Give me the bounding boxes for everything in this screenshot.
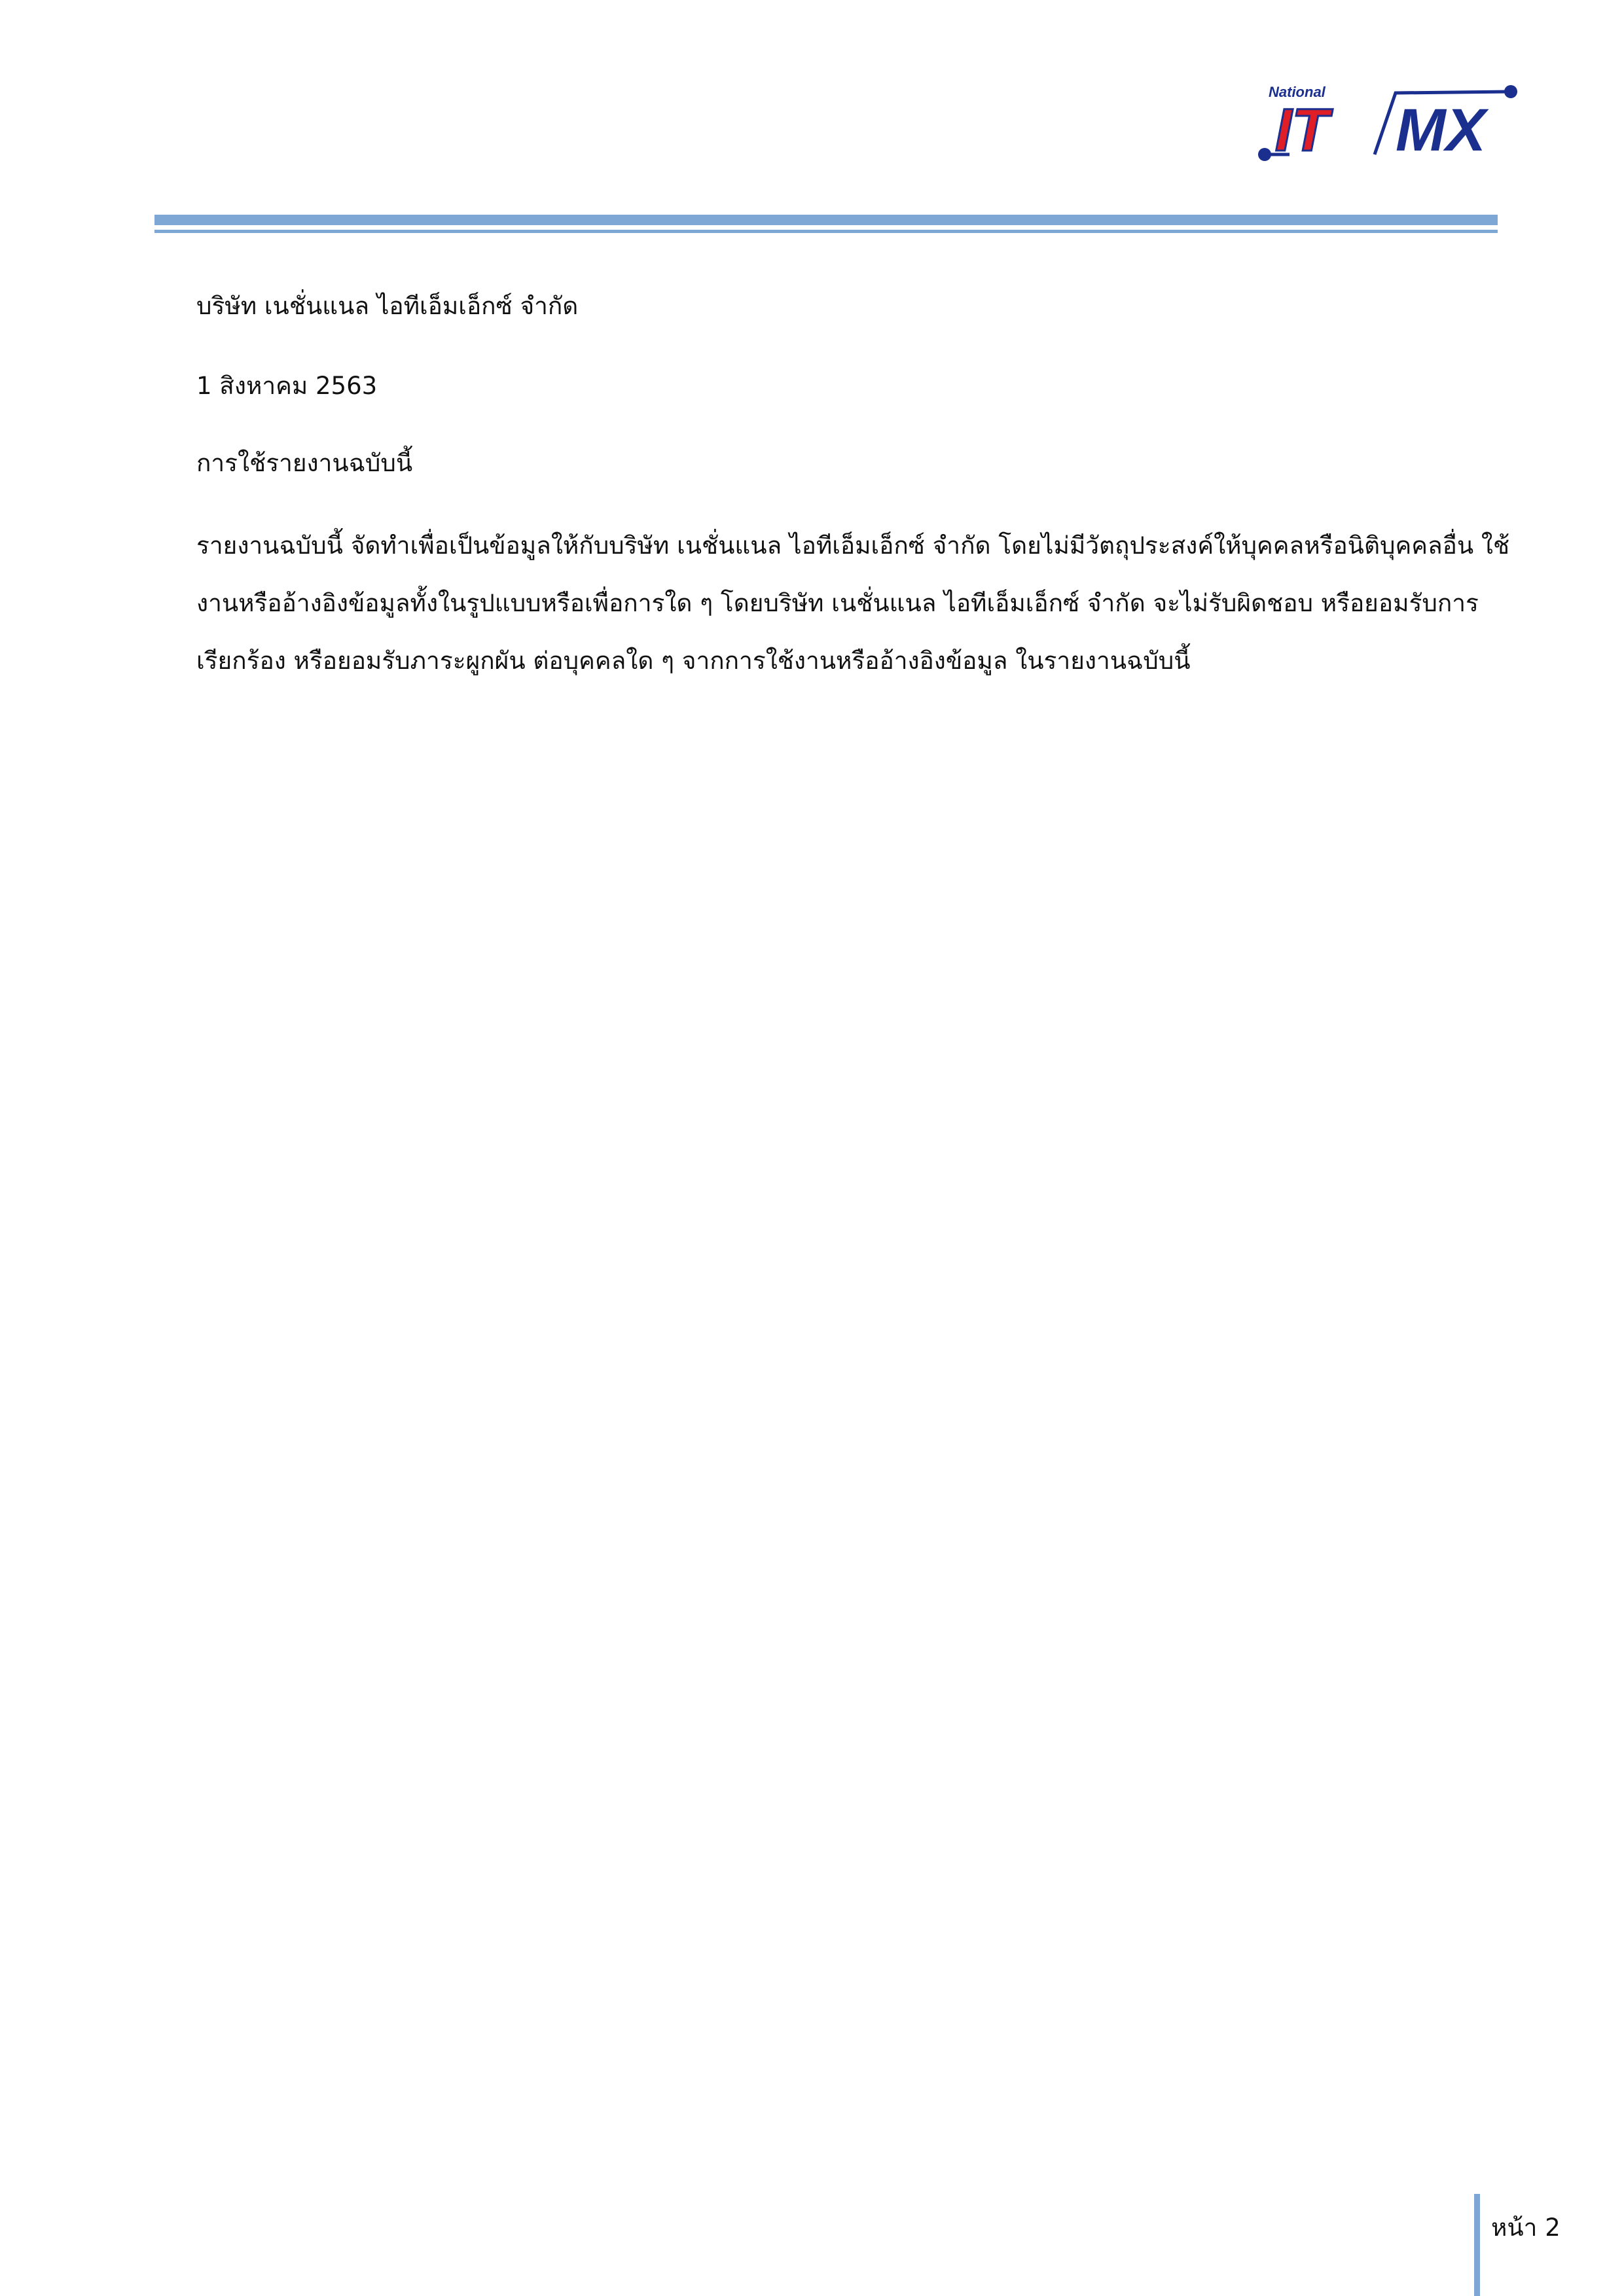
paragraph-line: รายงานฉบับนี้ จัดทำเพื่อเป็นข้อมูลให้กับบริษัท เนชั่นแนล ไอทีเอ็มเอ็กซ์ จำกัด โดยไม่มีวัตถุประสงค์ให้บุคคลหรือนิติบุคคลอื่น ใช้ bbox=[196, 531, 1510, 560]
section-heading: การใช้รายงานฉบับนี้ bbox=[196, 449, 413, 477]
itmx-logo bbox=[1250, 77, 1525, 169]
page-number: หน้า 2 bbox=[1491, 2214, 1561, 2242]
disclaimer-paragraph bbox=[196, 517, 1510, 690]
company-name: บริษัท เนชั่นแนล ไอทีเอ็มเอ็กซ์ จำกัด bbox=[196, 292, 579, 320]
paragraph-line: เรียกร้อง หรือยอมรับภาระผูกผัน ต่อบุคคลใด ๆ จากการใช้งานหรืออ้างอิงข้อมูล ในรายงานฉบับนี้ bbox=[196, 647, 1191, 675]
document-date: 1 สิงหาคม 2563 bbox=[196, 372, 378, 400]
logo-small-text: National bbox=[1269, 84, 1326, 100]
paragraph-line: งานหรืออ้างอิงข้อมูลทั้งในรูปแบบหรือเพื่อการใด ๆ โดยบริษัท เนชั่นแนล ไอทีเอ็มเอ็กซ์ จำกัด จะไม่รับผิดชอบ หรือยอมรับการ bbox=[196, 589, 1479, 617]
logo-mx-text: MX bbox=[1396, 97, 1486, 164]
header-rule-thin bbox=[154, 230, 1498, 233]
header-rule-thick bbox=[154, 215, 1498, 225]
footer-bar bbox=[1474, 2194, 1480, 2296]
logo-it-text: IT bbox=[1275, 97, 1329, 164]
